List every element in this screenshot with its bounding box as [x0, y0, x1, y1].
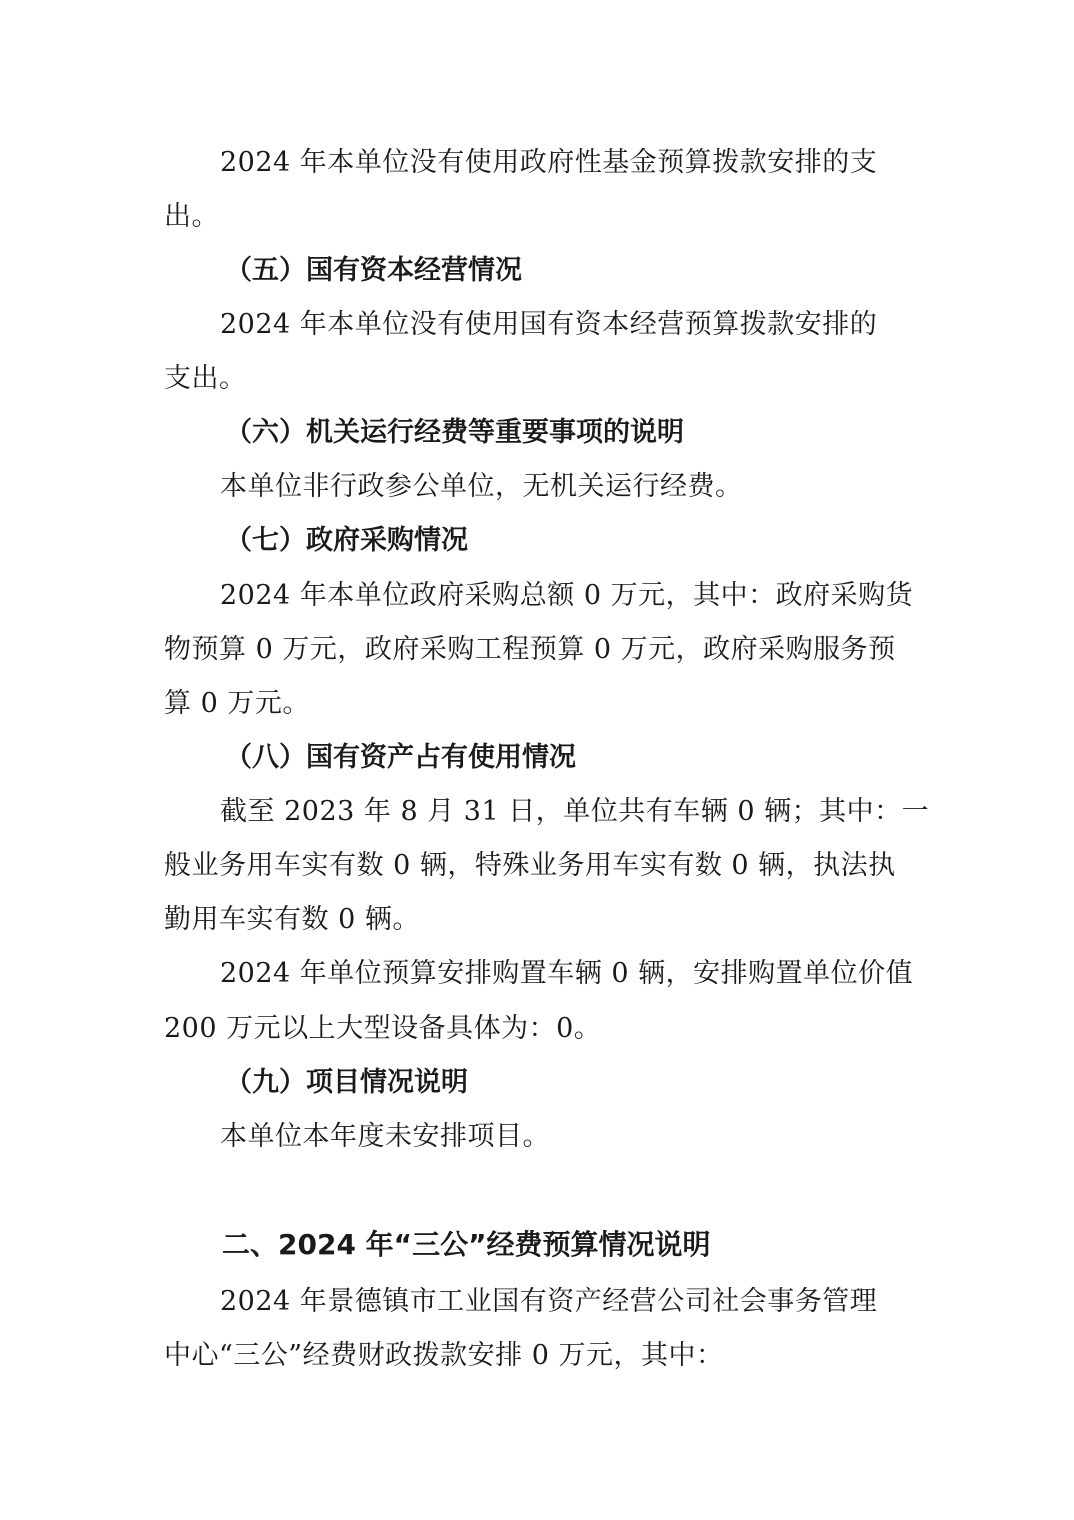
section-heading: （五）国有资本经营情况 [225, 255, 522, 286]
paragraph-line: 支出。 [164, 363, 247, 394]
paragraph-line: 勤用车实有数 0 辆。 [164, 904, 420, 935]
paragraph-line: 2024 年本单位没有使用政府性基金预算拨款安排的支 [220, 147, 878, 178]
paragraph-line: 本单位非行政参公单位，无机关运行经费。 [220, 471, 743, 502]
paragraph-line: 出。 [164, 201, 219, 232]
section-heading: （九）项目情况说明 [225, 1067, 468, 1098]
paragraph-line: 本单位本年度未安排项目。 [220, 1121, 550, 1152]
paragraph-line: 物预算 0 万元，政府采购工程预算 0 万元，政府采购服务预 [164, 634, 896, 665]
section-heading: （七）政府采购情况 [225, 525, 468, 556]
section-heading: （八）国有资产占有使用情况 [225, 742, 576, 773]
paragraph-line: 2024 年单位预算安排购置车辆 0 辆，安排购置单位价值 [220, 958, 914, 989]
paragraph-line: 2024 年本单位没有使用国有资本经营预算拨款安排的 [220, 309, 878, 340]
paragraph-line: 截至 2023 年 8 月 31 日，单位共有车辆 0 辆；其中：一 [220, 796, 930, 827]
section-heading: （六）机关运行经费等重要事项的说明 [225, 417, 684, 448]
paragraph-line: 中心“三公”经费财政拨款安排 0 万元，其中： [164, 1340, 724, 1371]
paragraph-line: 2024 年本单位政府采购总额 0 万元，其中：政府采购货 [220, 580, 914, 611]
paragraph-line: 算 0 万元。 [164, 688, 310, 719]
paragraph-line: 般业务用车实有数 0 辆，特殊业务用车实有数 0 辆，执法执 [164, 850, 896, 881]
chapter-heading: 二、2024 年“三公”经费预算情况说明 [222, 1228, 711, 1261]
paragraph-line: 2024 年景德镇市工业国有资产经营公司社会事务管理 [220, 1286, 878, 1317]
paragraph-line: 200 万元以上大型设备具体为：0。 [164, 1013, 602, 1044]
